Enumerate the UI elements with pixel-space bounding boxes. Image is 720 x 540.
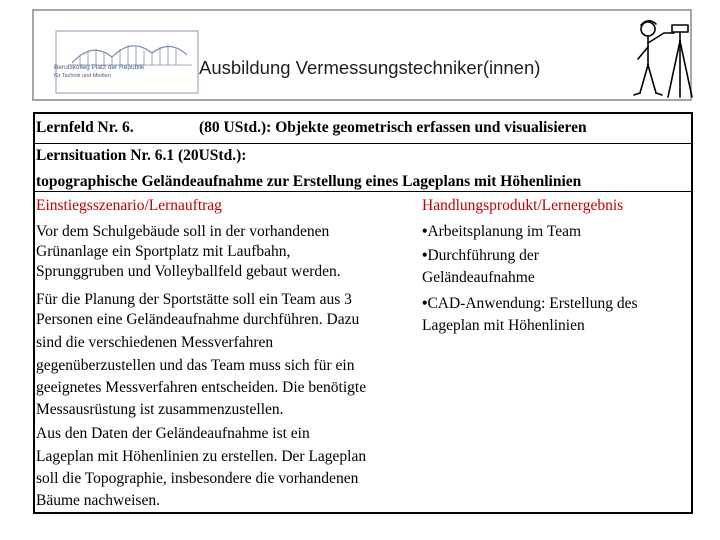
scenario-line: Bäume nachweisen. [36, 492, 160, 509]
bullet-icon: • [422, 247, 428, 264]
scenario-line: Messausrüstung ist zusammenzustellen. [36, 401, 284, 418]
outcome-text: Durchführung der [427, 247, 539, 264]
lernsituation-title: Lernsituation Nr. 6.1 (20UStd.): [36, 147, 247, 164]
outcome-text: Arbeitsplanung im Team [427, 223, 582, 240]
scenario-line: Vor dem Schulgebäude soll in der vorhandenen [36, 223, 330, 240]
outcome-item [422, 246, 539, 266]
row-divider [35, 191, 691, 192]
header-box [32, 9, 692, 101]
scenario-line: soll die Topographie, insbesondere die vorhandenen [36, 470, 359, 487]
scenario-line: Sprunggruben und Volleyballfeld gebaut werden. [36, 263, 341, 280]
scenario-line: gegenüberzustellen und das Team muss sich für ein [36, 357, 355, 374]
scenario-line: sind die verschiedenen Messverfahren [36, 334, 274, 351]
outcome-text: Geländeaufnahme [422, 269, 535, 286]
topic-line: topographische Geländeaufnahme zur Erstellung eines Lageplans mit Höhenlinien [36, 173, 582, 190]
surveyor-icon [632, 13, 694, 99]
scenario-line: Aus den Daten der Geländeaufnahme ist ein [36, 425, 310, 442]
school-logo [52, 27, 202, 97]
bullet-icon: • [422, 223, 428, 240]
outcome-text: CAD-Anwendung: Erstellung des [427, 295, 638, 312]
right-column-heading: Handlungsprodukt/Lernergebnis [422, 197, 624, 214]
content-table [33, 112, 693, 514]
lernfeld-description: (80 UStd.): Objekte geometrisch erfassen und visualisieren [199, 119, 587, 136]
scenario-line: Grünanlage ein Sportplatz mit Laufbahn, [36, 243, 291, 260]
bullet-icon: • [422, 295, 428, 312]
outcome-item [422, 222, 581, 242]
outcome-item [422, 294, 638, 314]
lernfeld-number: Lernfeld Nr. 6. [36, 119, 134, 136]
scenario-line: Für die Planung der Sportstätte soll ein Team aus 3 [36, 291, 352, 308]
page-title: Ausbildung Vermessungstechniker(innen) [199, 57, 541, 78]
logo-text-line2: für Technik und Medien [54, 73, 111, 79]
logo-text-line1: Berufskolleg Platz der Republik [54, 64, 145, 71]
scenario-line: Lageplan mit Höhenlinien zu erstellen. Der Lageplan [36, 448, 367, 465]
scenario-line: Personen eine Geländeaufnahme durchführen. Dazu [36, 311, 360, 328]
outcome-text: Lageplan mit Höhenlinien [422, 317, 585, 334]
scenario-line: geeignetes Messverfahren entscheiden. Die benötigte [36, 379, 367, 396]
row-divider [35, 143, 691, 144]
left-column-heading: Einstiegsszenario/Lernauftrag [36, 197, 222, 214]
